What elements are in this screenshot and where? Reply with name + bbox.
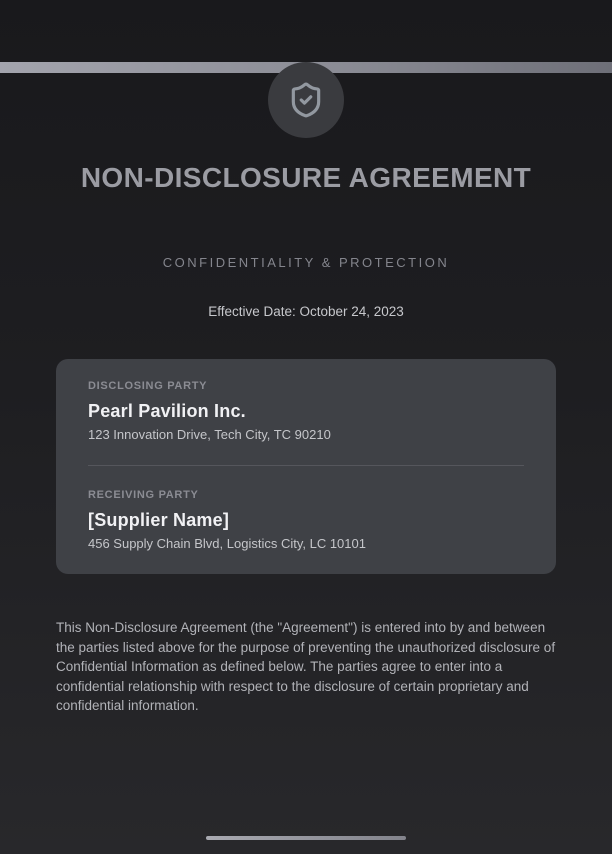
nda-cover-page bbox=[0, 62, 612, 716]
disclosing-party-label: DISCLOSING PARTY bbox=[88, 380, 208, 392]
receiving-party-address: 456 Supply Chain Blvd, Logistics City, LC 10101 bbox=[88, 536, 366, 551]
bottom-indicator-bar bbox=[206, 836, 406, 840]
receiving-party-section bbox=[88, 488, 524, 552]
receiving-party-name: [Supplier Name] bbox=[88, 510, 230, 530]
header-icon-wrap bbox=[56, 62, 556, 138]
shield-icon-circle bbox=[268, 62, 344, 138]
parties-card bbox=[56, 359, 556, 574]
disclosing-party-address: 123 Innovation Drive, Tech City, TC 90210 bbox=[88, 427, 331, 442]
effective-date: Effective Date: October 24, 2023 bbox=[208, 304, 404, 319]
shield-check-icon bbox=[287, 81, 325, 119]
intro-paragraph: This Non-Disclosure Agreement (the "Agreement") is entered into by and between the parties listed above for the purpose of preventing the unauthorized disclosure of Confidential Information as defined below. The parties agree to enter into a confidential relationship with respect to the disclosure of certain proprietary and confidential information. bbox=[56, 620, 556, 713]
disclosing-party-name: Pearl Pavilion Inc. bbox=[88, 401, 246, 421]
disclosing-party-section bbox=[88, 379, 524, 443]
document-subtitle: CONFIDENTIALITY & PROTECTION bbox=[162, 255, 450, 270]
card-divider bbox=[88, 465, 524, 466]
document-title: NON-DISCLOSURE AGREEMENT bbox=[80, 162, 532, 193]
receiving-party-label: RECEIVING PARTY bbox=[88, 489, 199, 501]
